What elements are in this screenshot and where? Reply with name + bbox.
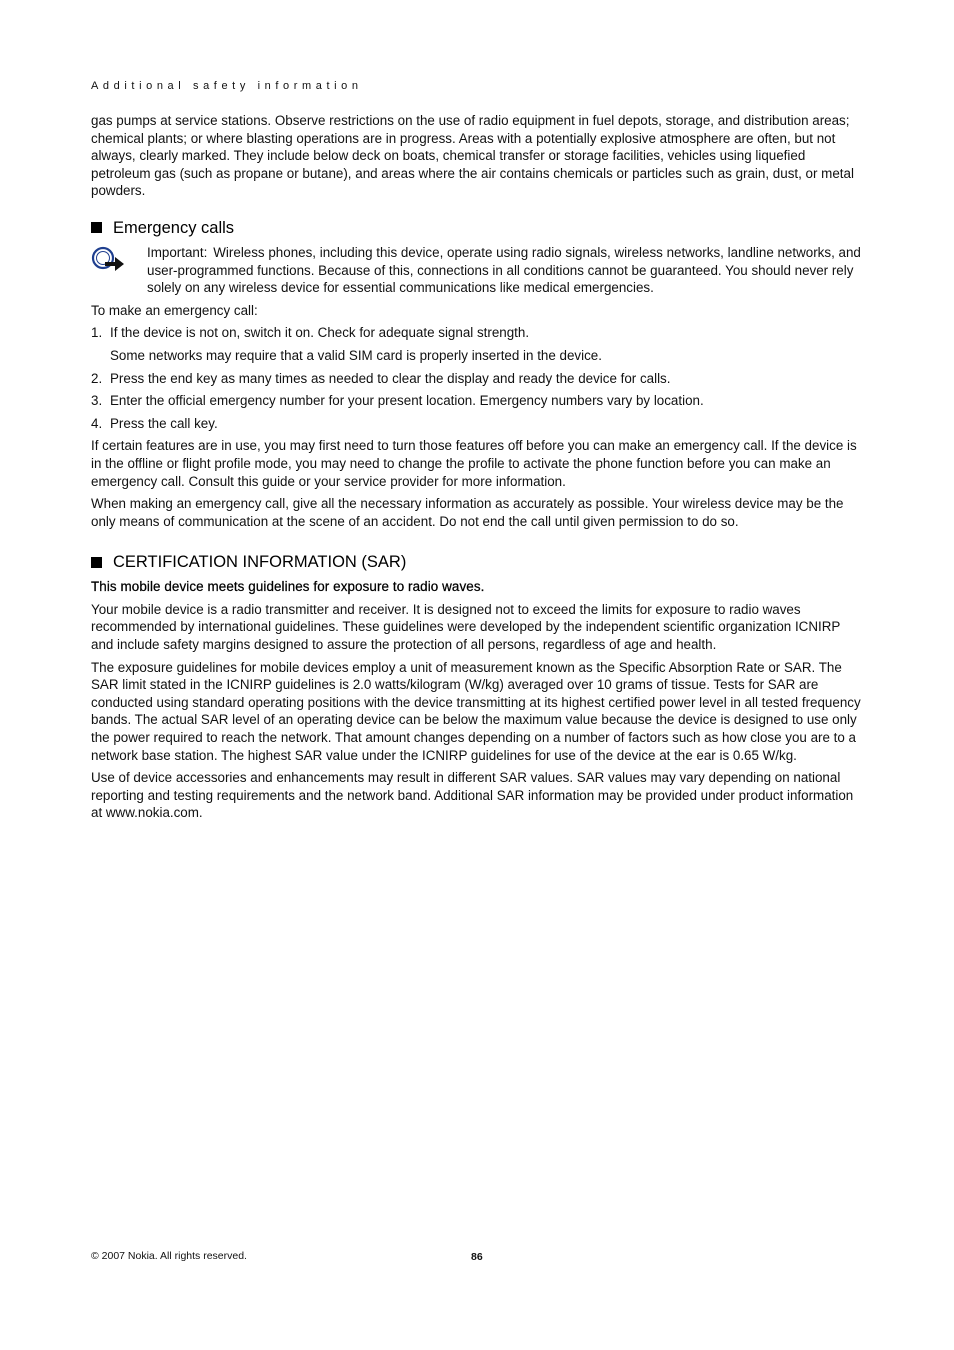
section-bullet-icon [91, 557, 102, 568]
running-header: Additional safety information [91, 80, 363, 92]
step-text [110, 370, 670, 388]
step-number: 2. [91, 370, 103, 386]
step-number: 4. [91, 415, 103, 431]
step-number: 3. [91, 393, 103, 409]
important-note-label: Important: [147, 244, 208, 260]
certification-paragraph-sar: The exposure guidelines for mobile devices employ a unit of measurement known as the Specific Absorption Rate or SAR. The SAR limit stated in the ICNIRP guidelines is 2.0 watts/kilogram (W/kg) averaged over 10 grams of tissue. Tests for SAR are conducted using standard operating positions with the device transmitting at its highest certified power level in all tested frequency bands. The actual SAR level of an operating device can be below the maximum value because the device is designed to use only the power required to reach the network. That amount changes depending on a number of factors such as how close you are to a network base station. The highest SAR value under the ICNIRP guidelines for use of the device at the ear is 0.65 W/kg. [91, 659, 861, 763]
important-note-icon [91, 244, 147, 297]
emergency-calls-heading [91, 218, 864, 238]
list-item [91, 415, 864, 433]
list-item [91, 324, 864, 364]
step-sub-text: Some networks may require that a valid SIM card is properly inserted in the device. [110, 347, 602, 363]
important-note-body [147, 244, 864, 297]
step-main-text: Press the end key as many times as needed to clear the display and ready the device for calls. [110, 370, 671, 386]
section-bullet-icon [91, 222, 102, 233]
certification-title: CERTIFICATION INFORMATION (SAR) [113, 553, 407, 572]
emergency-paragraph-features: If certain features are in use, you may first need to turn those features off before you can make an emergency call. If the device is in the offline or flight profile mode, you may need to change the profile to activate the phone function before you can make an emergency call. Consult this guide or your service provider for more information. [91, 438, 857, 489]
important-note-text: Wireless phones, including this device, operate using radio signals, wireless networks, landline networks, and user-programmed functions. Because of this, connections in all conditions cannot be guaranteed. You should never rely solely on any wireless device for essential communications like medical emergencies. [147, 244, 861, 296]
step-number: 1. [91, 325, 103, 341]
important-note [91, 244, 864, 297]
intro-paragraph: gas pumps at service stations. Observe restrictions on the use of radio equipment in fuel depots, storage, and distribution areas; chemical plants; or where blasting operations are in progress. Areas with a potentially explosive atmosphere are often, but not always, clearly marked. They include below deck on boats, chemical transfer or storage facilities, vehicles using liquefied petroleum gas (such as propane or butane), and areas where the air contains chemicals or particles such as grain, dust, or metal powders. [91, 113, 854, 199]
certification-heading [91, 552, 864, 572]
certification-paragraph-accessories: Use of device accessories and enhancements may result in different SAR values. SAR values may vary depending on national reporting and testing requirements and the network band. Additional SAR information may be provided under product information at www.nokia.com. [91, 770, 854, 821]
list-item [91, 392, 864, 410]
emergency-paragraph-information: When making an emergency call, give all the necessary information as accurately as possible. Your wireless device may be the only means of communication at the scene of an accident. Do not end the call until given permission to do so. [91, 496, 844, 529]
emergency-lead: To make an emergency call: [91, 302, 258, 318]
step-text [110, 415, 218, 433]
list-item [91, 370, 864, 388]
page-content [91, 112, 864, 827]
page-number: 86 [471, 1251, 483, 1263]
step-main-text: Press the call key. [110, 415, 218, 431]
step-main-text: If the device is not on, switch it on. Check for adequate signal strength. [110, 325, 530, 341]
step-text [110, 392, 704, 410]
step-text [110, 324, 602, 364]
certification-subheading: This mobile device meets guidelines for exposure to radio waves. [91, 579, 485, 595]
emergency-steps-list [91, 324, 864, 432]
step-main-text: Enter the official emergency number for your present location. Emergency numbers vary by location. [110, 393, 704, 409]
emergency-calls-title: Emergency calls [113, 218, 235, 237]
footer-copyright: © 2007 Nokia. All rights reserved. [91, 1250, 247, 1262]
certification-paragraph-transmitter: Your mobile device is a radio transmitter and receiver. It is designed not to exceed the limits for exposure to radio waves recommended by international guidelines. These guidelines were developed by the independent scientific organization ICNIRP and include safety margins designed to assure the protection of all persons, regardless of age and health. [91, 601, 841, 653]
document-page [91, 0, 864, 1350]
